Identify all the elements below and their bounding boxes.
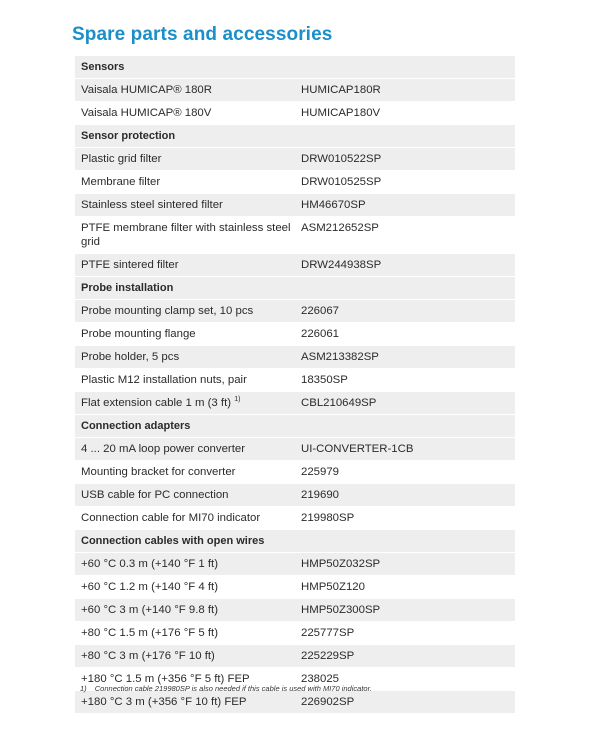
- part-name-cell: [75, 484, 295, 506]
- part-name: Plastic grid filter: [81, 153, 162, 165]
- table-row: [75, 599, 515, 622]
- part-name-cell: [75, 217, 295, 253]
- part-name-cell: [75, 392, 295, 414]
- part-name: USB cable for PC connection: [81, 489, 229, 501]
- order-code: 225979: [301, 466, 340, 478]
- order-code: ASM213382SP: [301, 351, 379, 363]
- part-name: +80 °C 3 m (+176 °F 10 ft): [81, 650, 215, 662]
- order-code: CBL210649SP: [301, 397, 377, 409]
- table-row: [75, 392, 515, 415]
- part-name-cell: [75, 79, 295, 101]
- part-name: Probe holder, 5 pcs: [81, 351, 180, 363]
- order-code: 226061: [301, 328, 340, 340]
- section-heading: Probe installation: [81, 282, 174, 294]
- part-name-cell: [75, 576, 295, 598]
- section-header: [75, 277, 515, 300]
- part-name: +60 °C 3 m (+140 °F 9.8 ft): [81, 604, 218, 616]
- section-header: [75, 415, 515, 438]
- part-name-cell: [75, 691, 295, 713]
- table-row: [75, 691, 515, 714]
- table-row: [75, 254, 515, 277]
- order-code: 238025: [301, 673, 340, 685]
- part-name: Flat extension cable 1 m (3 ft): [81, 397, 232, 409]
- table-row: [75, 369, 515, 392]
- part-name-cell: [75, 346, 295, 368]
- table-row: [75, 148, 515, 171]
- order-code: 226067: [301, 305, 340, 317]
- part-name: 4 ... 20 mA loop power converter: [81, 443, 245, 455]
- part-name-cell: [75, 254, 295, 276]
- part-name: +180 °C 1.5 m (+356 °F 5 ft) FEP: [81, 673, 250, 685]
- section-header: [75, 125, 515, 148]
- table-row: [75, 300, 515, 323]
- footnote-mark: 1): [80, 684, 87, 693]
- table-row: [75, 346, 515, 369]
- part-name: PTFE membrane filter with stainless steel grid: [81, 222, 291, 248]
- table-row: [75, 622, 515, 645]
- table-row: [75, 576, 515, 599]
- table-row: [75, 461, 515, 484]
- footnote-reference: 1): [234, 396, 241, 404]
- part-name-cell: [75, 148, 295, 170]
- part-name: Stainless steel sintered filter: [81, 199, 223, 211]
- order-code: UI-CONVERTER-1CB: [301, 443, 414, 455]
- order-code: HUMICAP180V: [301, 107, 381, 119]
- spare-parts-table: [75, 56, 515, 714]
- table-row: [75, 507, 515, 530]
- order-code: 18350SP: [301, 374, 348, 386]
- part-name-cell: [75, 323, 295, 345]
- part-name-cell: [75, 102, 295, 124]
- section-header: [75, 530, 515, 553]
- order-code: 225229SP: [301, 650, 355, 662]
- table-row: [75, 194, 515, 217]
- part-name-cell: [75, 171, 295, 193]
- order-code: HMP50Z032SP: [301, 558, 381, 570]
- part-name-cell: [75, 645, 295, 667]
- part-name: Connection cable for MI70 indicator: [81, 512, 261, 524]
- part-name: Vaisala HUMICAP® 180V: [81, 107, 212, 119]
- table-row: [75, 553, 515, 576]
- part-name: +60 °C 1.2 m (+140 °F 4 ft): [81, 581, 218, 593]
- section-header: [75, 56, 515, 79]
- part-name-cell: [75, 553, 295, 575]
- order-code: ASM212652SP: [301, 222, 379, 234]
- table-row: [75, 217, 515, 254]
- part-name-cell: [75, 599, 295, 621]
- order-code: 219690: [301, 489, 340, 501]
- page-title: Spare parts and accessories: [72, 24, 333, 45]
- part-name: Mounting bracket for converter: [81, 466, 236, 478]
- order-code: DRW010525SP: [301, 176, 382, 188]
- part-name: Vaisala HUMICAP® 180R: [81, 84, 212, 96]
- order-code: HM46670SP: [301, 199, 366, 211]
- order-code: HUMICAP180R: [301, 84, 381, 96]
- part-name: PTFE sintered filter: [81, 259, 179, 271]
- order-code: HMP50Z300SP: [301, 604, 381, 616]
- part-name-cell: [75, 438, 295, 460]
- section-heading: Sensor protection: [81, 130, 176, 142]
- part-name: +180 °C 3 m (+356 °F 10 ft) FEP: [81, 696, 247, 708]
- part-name: Probe mounting clamp set, 10 pcs: [81, 305, 254, 317]
- order-code: HMP50Z120: [301, 581, 365, 593]
- part-name-cell: [75, 369, 295, 391]
- table-row: [75, 323, 515, 346]
- table-row: [75, 102, 515, 125]
- part-name: Plastic M12 installation nuts, pair: [81, 374, 247, 386]
- part-name-cell: [75, 300, 295, 322]
- part-name: Membrane filter: [81, 176, 161, 188]
- section-heading: Connection cables with open wires: [81, 535, 265, 547]
- table-row: [75, 438, 515, 461]
- table-row: [75, 645, 515, 668]
- order-code: 225777SP: [301, 627, 355, 639]
- part-name: Probe mounting flange: [81, 328, 196, 340]
- footnote: [80, 684, 372, 693]
- table-row: [75, 171, 515, 194]
- part-name-cell: [75, 622, 295, 644]
- order-code: 226902SP: [301, 696, 355, 708]
- order-code: DRW010522SP: [301, 153, 382, 165]
- table-row: [75, 484, 515, 507]
- part-name-cell: [75, 461, 295, 483]
- part-name-cell: [75, 194, 295, 216]
- table-row: [75, 79, 515, 102]
- section-heading: Sensors: [81, 61, 125, 73]
- part-name-cell: [75, 507, 295, 529]
- footnote-text: Connection cable 219980SP is also needed if this cable is used with MI70 indicator.: [94, 684, 372, 693]
- order-code: DRW244938SP: [301, 259, 382, 271]
- part-name: +60 °C 0.3 m (+140 °F 1 ft): [81, 558, 218, 570]
- order-code: 219980SP: [301, 512, 355, 524]
- part-name: +80 °C 1.5 m (+176 °F 5 ft): [81, 627, 218, 639]
- section-heading: Connection adapters: [81, 420, 191, 432]
